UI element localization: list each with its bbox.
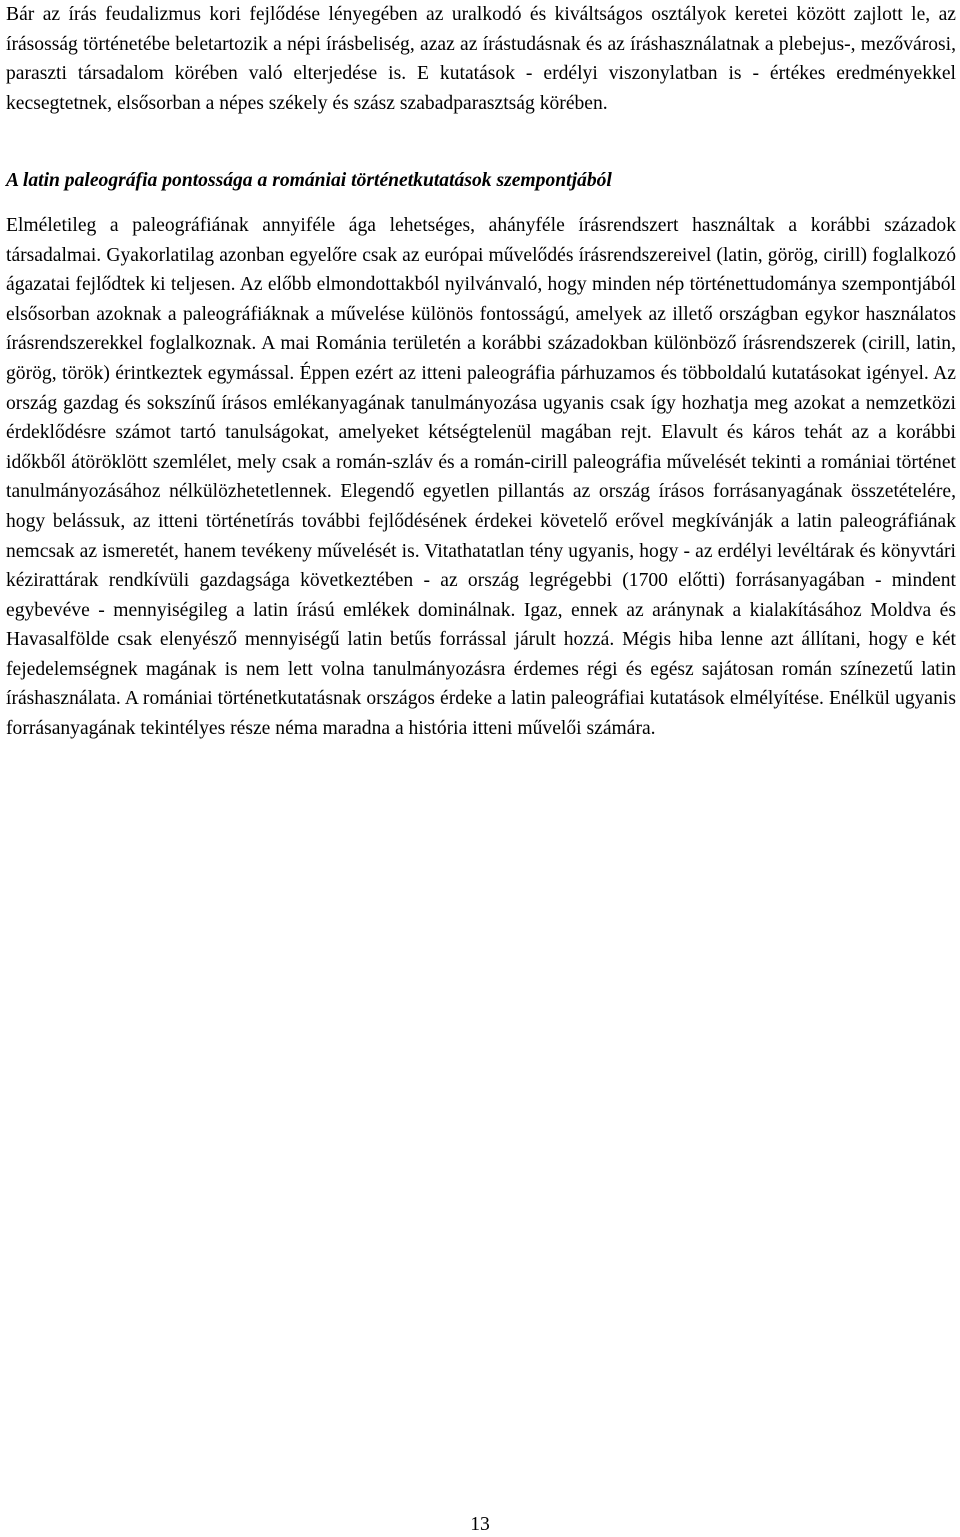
- document-page: [6, 0, 956, 744]
- page-number: 13: [470, 1514, 490, 1535]
- body-paragraph: Elméletileg a paleográfiának annyiféle ága lehetséges, ahányféle írásrendszert használtak a korábbi századok társadalmai. Gyakorlatilag azonban egyelőre csak az európai művelődés írásrendszereivel (latin, görög, cirill) foglalkozó ágazatai fejlődtek ki teljesen. Az előbb elmondottakból nyilvánvaló, hogy minden nép történettudománya szempontjából elsősorban azoknak a paleográfiáknak a művelése különös fontosságú, amelyek az illető országban egykor használatos írásrendszerekkel foglalkoznak. A mai Románia területén a korábbi századokban különböző írásrendszerek (cirill, latin, görög, török) érintkeztek egymással. Éppen ezért az itteni paleográfia párhuzamos és többoldalú kutatásokat igényel. Az ország gazdag és sokszínű írásos emlékanyagának tanulmányozása ugyanis csak így hozhatja meg azokat a nemzetközi érdeklődésre számot tartó tanulságokat, amelyeket kétségtelenül magában rejt. Elavult és káros tehát az a korábbi időkből átöröklött szemlélet, mely csak a román-szláv és a román-cirill paleográfia művelését tekinti a romániai történet tanulmányozásához nélkülözhetetlennek. Elegendő egyetlen pillantás az ország írásos forrásanyagának összetételére, hogy belássuk, az itteni történetírás további fejlődésének érdekei követelő erővel megkívánják a latin paleográfiának nemcsak az ismeretét, hanem tevékeny művelését is. Vitathatatlan tény ugyanis, hogy - az erdélyi levéltárak és könyvtári kézirattárak rendkívüli gazdagsága következtében - az ország legrégebbi (1700 előtti) forrásanyagában - mindent egybevéve - mennyiségileg a latin írású emlékek dominálnak. Igaz, ennek az aránynak a kialakításához Moldva és Havasalfölde csak elenyésző mennyiségű latin betűs forrással járult hozzá. Mégis hiba lenne azt állítani, hogy e két fejedelemségnek magának is nem lett volna tanulmányozásra érdemes régi és egész sajátosan román színezetű latin íráshasználata. A romániai történetkutatásnak országos érdeke a latin paleográfiai kutatások elmélyítése. Enélkül ugyanis forrásanyagának tekintélyes része néma maradna a história itteni művelői számára.: [6, 214, 956, 740]
- section-heading: A latin paleográfia pontossága a romániai történetkutatások szempontjából: [6, 170, 612, 192]
- intro-paragraph: Bár az írás feudalizmus kori fejlődése lényegében az uralkodó és kiváltságos osztályok keretei között zajlott le, az írásosság történetébe beletartozik a népi írásbeliség, azaz az írástudásnak és az íráshasználatnak a plebejus-, mezővárosi, paraszti társadalom körében való elterjedése is. E kutatások - erdélyi viszonylatban is - értékes eredményekkel kecsegtetnek, elsősorban a népes székely és szász szabadparasztság körében.: [6, 4, 956, 114]
